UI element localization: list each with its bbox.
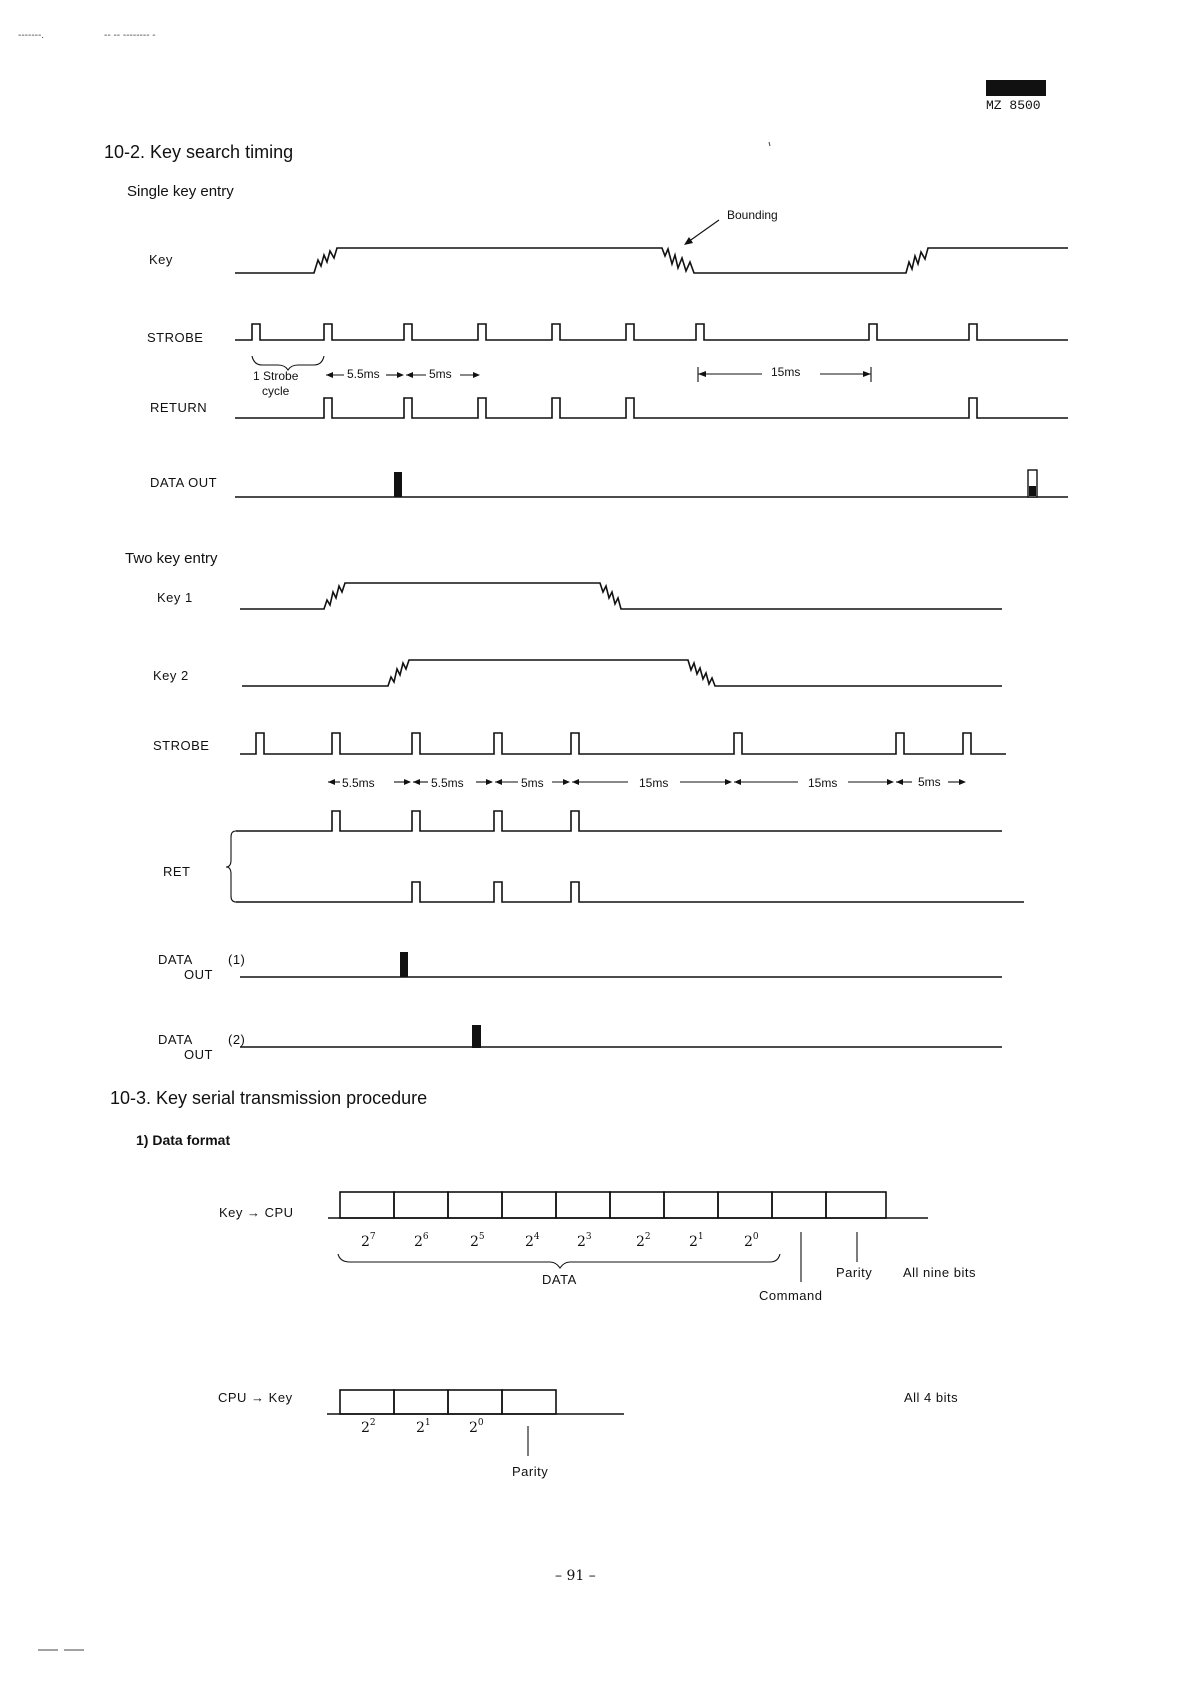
bit-cpu-2-0: $2^0$ [469, 1418, 484, 1436]
interval-15ms-b: 15ms [808, 776, 838, 790]
interval-5ms-b: 5ms [918, 775, 941, 789]
arrowhead [326, 372, 333, 378]
strobe-cycle-label-2: cycle [262, 384, 290, 398]
bit-2-2: $2^2$ [636, 1232, 651, 1250]
data-out-1-pulse [400, 952, 408, 977]
bit-cpu-2-2: $2^2$ [361, 1418, 376, 1436]
key-1-waveform [240, 583, 1002, 609]
data-out-1-index: (1) [228, 952, 246, 967]
ret-1-waveform [236, 811, 1002, 831]
data-brace [338, 1254, 780, 1268]
signal-label-ret: RET [163, 864, 191, 879]
signal-label-key: Key [149, 252, 173, 267]
parity-label: Parity [836, 1265, 873, 1280]
interval-5-5ms-a: 5.5ms [342, 776, 375, 790]
bit-2-6: $2^6$ [414, 1232, 429, 1250]
bit-2-7: $2^7$ [361, 1232, 376, 1250]
single-key-waveform [235, 248, 1068, 273]
key-to-cpu-bit-frame [328, 1192, 928, 1218]
data-out-1-label: DATA [158, 952, 193, 967]
two-key-heading: Two key entry [125, 550, 218, 567]
interval-15ms-a: 15ms [639, 776, 669, 790]
bit-2-4: $2^4$ [525, 1232, 540, 1250]
section-10-3-title: 10-3. Key serial transmission procedure [110, 1088, 428, 1108]
strobe-cycle-brace [252, 356, 324, 370]
ret-2-waveform [236, 882, 1024, 902]
all-nine-bits-note: All nine bits [903, 1265, 976, 1280]
data-out-pulse-1 [394, 472, 402, 497]
data-out-2-label-2: OUT [184, 1047, 213, 1062]
cpu-to-key-label: CPU → Key [218, 1390, 293, 1405]
signal-label-data-out: DATA OUT [150, 475, 218, 490]
signal-label-strobe-2: STROBE [153, 738, 210, 753]
single-key-heading: Single key entry [127, 183, 234, 200]
bit-2-3: $2^3$ [577, 1232, 592, 1250]
bounding-arrow [688, 220, 719, 242]
model-label: MZ 8500 [986, 98, 1041, 113]
command-label: Command [759, 1288, 823, 1303]
arrowhead [397, 372, 404, 378]
bit-2-5: $2^5$ [470, 1232, 485, 1250]
two-key-interval-arrows [328, 779, 966, 785]
scan-mark-left: -------. [18, 30, 45, 41]
data-out-1-label-2: OUT [184, 967, 213, 982]
bit-2-0: $2^0$ [744, 1232, 759, 1250]
interval-15ms: 15ms [771, 365, 801, 379]
ret-brace [226, 831, 236, 902]
interval-5ms-a: 5ms [521, 776, 544, 790]
strobe-cycle-label: 1 Strobe [253, 369, 299, 383]
data-label: DATA [542, 1272, 577, 1287]
bounding-arrowhead [684, 237, 693, 245]
data-out-2-label: DATA [158, 1032, 193, 1047]
data-format-subtitle: 1) Data format [136, 1132, 231, 1148]
interval-5ms: 5ms [429, 367, 452, 381]
single-return-waveform [235, 398, 1068, 418]
bounding-label: Bounding [727, 208, 778, 222]
section-10-2-title: 10-2. Key search timing [104, 142, 294, 162]
data-out-pulse-2-fill [1029, 486, 1036, 496]
arrowhead [698, 371, 706, 377]
interval-5-5ms-b: 5.5ms [431, 776, 464, 790]
key-to-cpu-label: Key → CPU [219, 1205, 294, 1220]
arrowhead [473, 372, 480, 378]
bit-cpu-2-1: $2^1$ [416, 1418, 431, 1436]
key-2-waveform [242, 660, 1002, 686]
bit-2-1: $2^1$ [689, 1232, 704, 1250]
data-out-2-pulse [472, 1025, 481, 1048]
interval-5-5ms: 5.5ms [347, 367, 380, 381]
scan-mark-right: -- -- -------- - [104, 30, 156, 41]
cpu-to-key-bit-frame [327, 1390, 624, 1414]
signal-label-return: RETURN [150, 400, 208, 415]
signal-label-key-1: Key 1 [157, 590, 193, 605]
two-key-strobe-waveform [240, 733, 1006, 754]
single-strobe-waveform [235, 324, 1068, 340]
signal-label-strobe: STROBE [147, 330, 204, 345]
scan-mark-dot [769, 142, 770, 146]
arrowhead [863, 371, 871, 377]
page-number: – 91 – [555, 1568, 596, 1584]
signal-label-key-2: Key 2 [153, 668, 189, 683]
parity-label-cpu: Parity [512, 1464, 549, 1479]
all-4-bits-note: All 4 bits [904, 1390, 959, 1405]
data-out-2-index: (2) [228, 1032, 246, 1047]
